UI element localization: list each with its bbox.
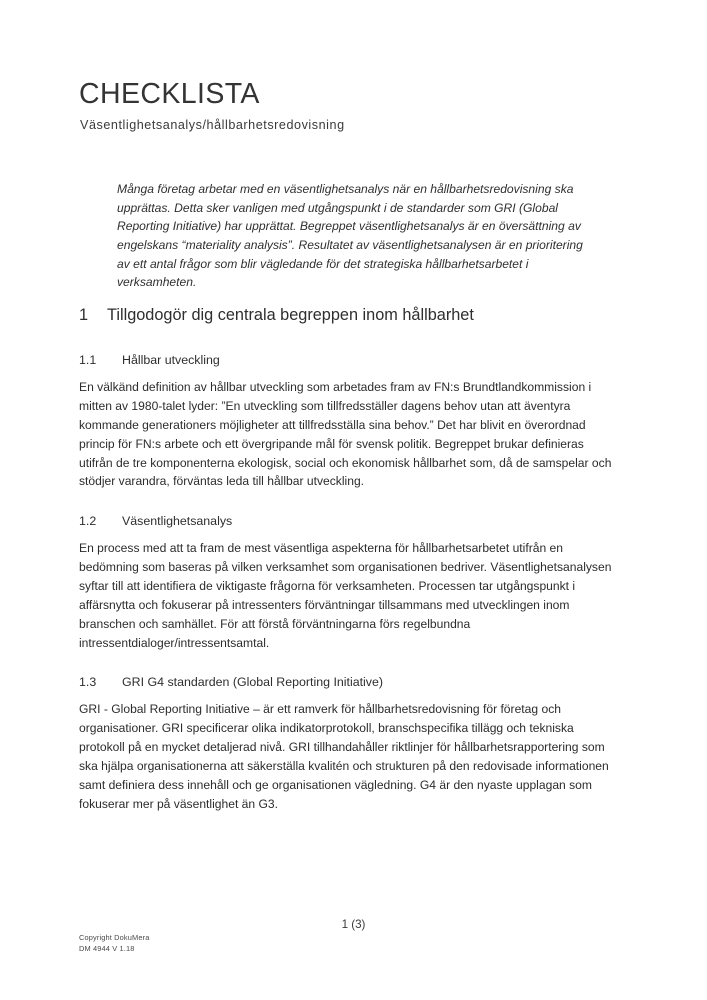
page-title: CHECKLISTA <box>79 78 260 110</box>
document-body <box>79 305 613 813</box>
spacer <box>79 326 613 352</box>
subsection-number-1-2: 1.2 <box>79 514 97 529</box>
footer-metadata <box>79 933 149 955</box>
subsection-body-1-3: GRI - Global Reporting Initiative – är ett ramverk för hållbarhetsredovisning för företag och organisationer. GRI specificerar olika indikatorprotokoll, branschspecifika tillägg och tekniska protokoll på en mycket detaljerad nivå. GRI tillhandahåller riktlinjer för hållbarhetsrapportering som ska hjälpa organisationerna att säkerställa kvalitén och strukturen på den redovisade informationen samt definiera dess innehåll och ge organisationen vägledning. G4 är den nyaste upplagan som fokuserar mer på väsentlighet än G3. <box>79 702 609 811</box>
subsection-heading-1-1 <box>79 352 613 368</box>
section-heading-1 <box>79 305 613 326</box>
footer-document-id: DM 4944 V 1.18 <box>79 943 135 953</box>
page-number: 1 (3) <box>341 918 366 931</box>
footer-copyright: Copyright DokuMera <box>79 933 150 942</box>
spacer <box>79 368 613 378</box>
spacer <box>79 652 613 674</box>
document-subtitle: Väsentlighetsanalys/hållbarhetsredovisning <box>80 117 345 132</box>
subsection-heading-1-2 <box>79 513 613 529</box>
subsection-heading-1-3 <box>79 674 613 690</box>
document-header <box>79 79 613 133</box>
spacer <box>79 491 613 513</box>
subsection-number-1-1: 1.1 <box>79 353 97 368</box>
subsection-body-1-1: En välkänd definition av hållbar utveckling som arbetades fram av FN:s Brundtlandkommission i mitten av 1980-talet lyder: ”En utveckling som tillfredsställer dagens behov utan att äventyra kommande generationers möjligheter att tillfredsställa sina behov.” Det har blivit en överordnad princip för FN:s arbete och ett övergripande mål för svensk politik. Begreppet brukar definieras utifrån de tre komponenterna ekologisk, social och ekonomisk hållbarhet som, då de samspelar och stödjer varandra, förväntas leda till hållbar utveckling. <box>79 380 612 489</box>
spacer <box>79 529 613 539</box>
section-number-1: 1 <box>79 306 89 324</box>
subsection-body-1-2: En process med att ta fram de mest väsentliga aspekterna för hållbarhetsarbetet utifrån en bedömning som baseras på vilken verksamhet som organisationen bedriver. Väsentlighetsanalysen syftar till att identifiera de viktigaste frågorna för verksamheten. Processen tar utgångspunkt i affärsnytta och fokuserar på intressenters förväntningar tillsammans med utvecklingen inom branschen och samhället. För att förstå förväntningarna förs regelbundna intressentdialoger/intressentsamtal. <box>79 541 612 650</box>
intro-paragraph: Många företag arbetar med en väsentlighetsanalys när en hållbarhetsredovisning ska upprättas. Detta sker vanligen med utgångspunkt i de standarder som GRI (Global Reporting Initiative) har upprättat. Begreppet väsentlighetsanalys är en översättning av engelskans “materiality analysis”. Resultatet av väsentlighetsanalysen är en prioritering av ett antal frågor som blir vägledande för det strategiska hållbarhetsarbetet i verksamheten. <box>117 182 583 290</box>
section-title-1: Tillgodogör dig centrala begreppen inom hållbarhet <box>107 306 474 324</box>
intro-block <box>117 180 597 292</box>
subsection-title-1-1: Hållbar utveckling <box>122 353 220 368</box>
subsection-number-1-3: 1.3 <box>79 675 97 690</box>
subsection-title-1-2: Väsentlighetsanalys <box>122 514 233 529</box>
spacer <box>79 690 613 700</box>
subsection-title-1-3: GRI G4 standarden (Global Reporting Initiative) <box>122 675 384 690</box>
